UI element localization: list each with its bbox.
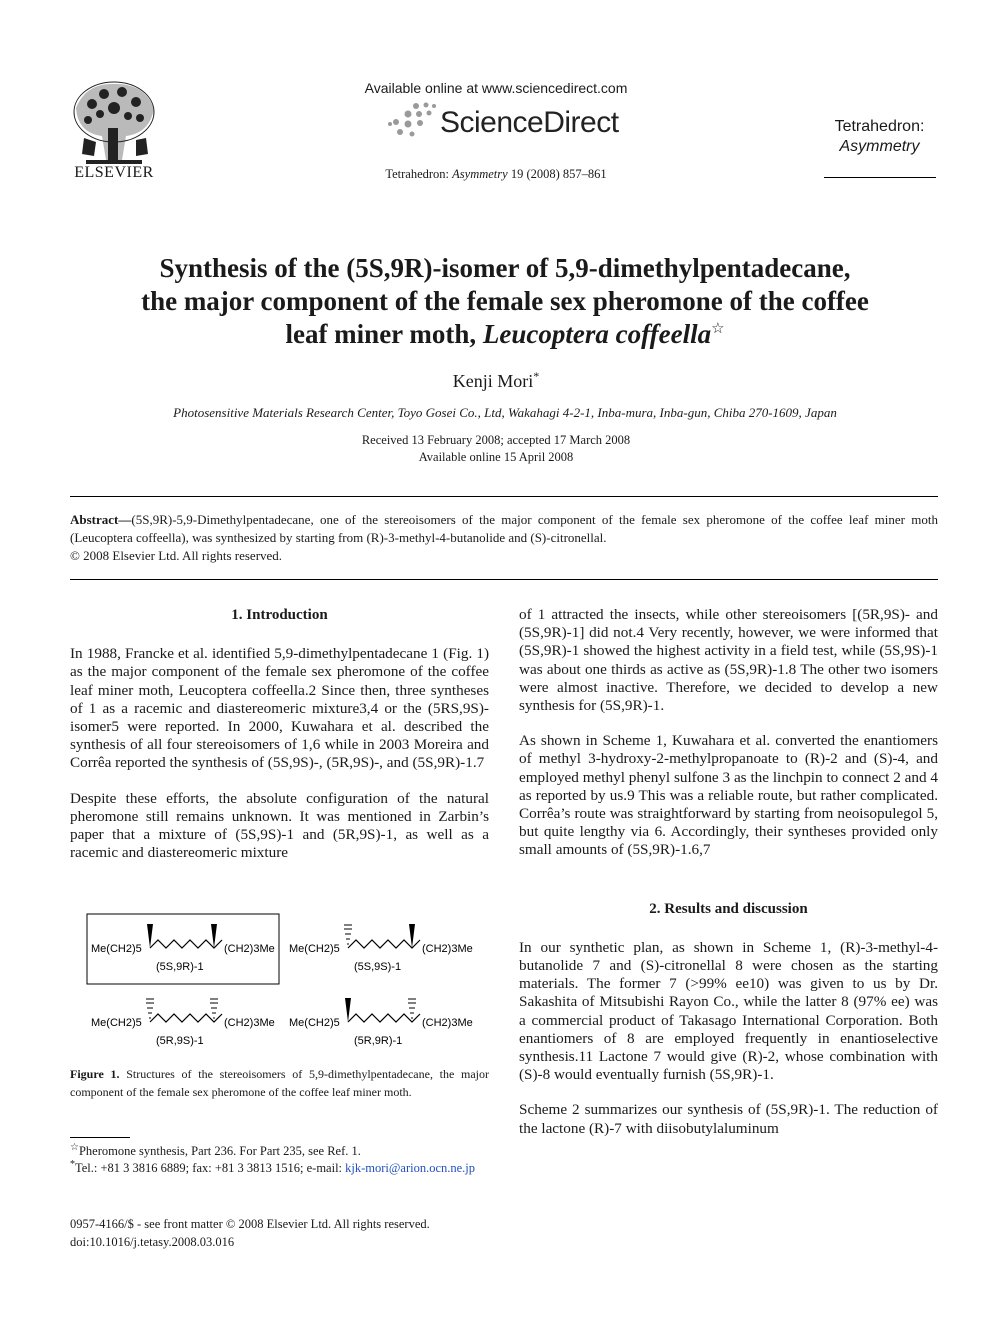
left-group-b: Me(CH2)5 <box>289 943 340 955</box>
wedge-bond <box>147 924 153 948</box>
hashed-bond <box>408 999 416 1018</box>
intro-paragraph-2: Despite these efforts, the absolute configuration of the natural pheromone still remains unknown. It was mentioned in Zarbin’s paper that a mixture of (5S,9S)-1 and (5R,9S)-1, as well as a racemic and diastereomeric mixture <box>70 789 489 862</box>
front-matter: 0957-4166/$ - see front matter © 2008 Elsevier Ltd. All rights reserved. doi:10.1016/j.tetasy.2008.03.016 <box>70 1217 430 1249</box>
hashed-bond <box>210 999 218 1018</box>
wedge-bond <box>211 924 217 948</box>
right-group-d: (CH2)3Me <box>422 1017 473 1029</box>
figure-1-caption: Figure 1. Structures of the stereoisomers of 5,9-dimethylpentadecane, the major component of the female sex pheromone of the coffee leaf miner moth. <box>70 1067 489 1099</box>
wedge-bond <box>409 924 415 948</box>
label-b: (5S,9S)-1 <box>354 961 402 973</box>
results-paragraph-2: Scheme 2 summarizes our synthesis of (5S,9R)-1. The reduction of the lactone (R)-7 with diisobutylaluminum <box>519 1101 938 1137</box>
intro-paragraph-4: As shown in Scheme 1, Kuwahara et al. converted the enantiomers of methyl 3-hydroxy-2-methylpropanoate to (R)-2 and (S)-4, and employed methyl phenyl sulfone 3 as the linchpin to connect 2 and 4 as reported by us.9 This was a reliable route, but rather complicated. Corrêa’s route was straightforward by starting from neoisopulegol 5, but quite lengthy via 6. Accordingly, their syntheses provided only small amounts of (5S,9R)-1.6,7 <box>519 732 938 859</box>
intro-paragraph-3: of 1 attracted the insects, while other stereoisomers [(5R,9S)- and (5S,9R)-1] did not.4 Very recently, however, we were informed that (5S,9R)-1 showed the highest activity in a field test, while (5S,9S)-1 was about one thirds as active as (5S,9R)-1.8 The other two isomers were almost inactive. Therefore, we decided to develop a new synthesis for (5S,9R)-1. <box>519 606 938 715</box>
figure-1 <box>70 910 489 1060</box>
footnote-2: *Tel.: +81 3 3816 6889; fax: +81 3 3813 1516; e-mail: kjk-mori@arion.ocn.ne.jp <box>70 1158 476 1175</box>
right-group-b: (CH2)3Me <box>422 943 473 955</box>
publisher-name: ELSEVIER <box>74 164 154 181</box>
section-heading-introduction: 1. Introduction <box>231 607 328 623</box>
abstract-bottom-rule <box>70 579 938 580</box>
footnote-rule <box>70 1137 130 1138</box>
label-c: (5R,9S)-1 <box>156 1035 204 1047</box>
right-group-c: (CH2)3Me <box>224 1017 275 1029</box>
sciencedirect-dots-icon <box>386 102 438 142</box>
sciencedirect-brand: ScienceDirect <box>440 106 619 139</box>
wedge-bond <box>345 998 351 1022</box>
right-column <box>519 606 938 1155</box>
results-paragraph-1: In our synthetic plan, as shown in Scheme 1, (R)-3-methyl-4-butanolide 7 and (S)-citronellal 8 were chosen as the starting materials. The former 7 (>99% ee10) was given to us by Dr. Sakashita of Mitsubishi Rayon Co., while the latter 8 (97% ee) was a commercial product of Takasago International Corporation. Both enantiomers of 8 are employed frequently in enantioselective synthesis.11 Lactone 7 would give (R)-2, whose combination with (S)-8 would eventually furnish (5S,9R)-1. <box>519 938 938 1084</box>
article-dates: Received 13 February 2008; accepted 17 March 2008 Available online 15 April 2008 <box>361 433 631 464</box>
intro-paragraph-1: In 1988, Francke et al. identified 5,9-dimethylpentadecane 1 (Fig. 1) as the major component of the female sex pheromone of the coffee leaf miner moth, Leucoptera coffeella.2 Since then, three syntheses of 1 as a racemic and diastereomeric mixture3,4 or the (5RS,9S)-isomer5 were reported. In 2000, Kuwahara et al. described the synthesis of all four stereoisomers of 1,6 while in 2003 Moreira and Corrêa reported the synthesis of (5S,9S)-, (5R,9S)-, and (5S,9R)-1.7 <box>70 645 489 772</box>
journal-citation: Tetrahedron: Asymmetry 19 (2008) 857–861 <box>385 167 607 181</box>
footnote-1: ☆Pheromone synthesis, Part 236. For Part 235, see Ref. 1. <box>70 1141 361 1158</box>
label-d: (5R,9R)-1 <box>354 1035 403 1047</box>
affiliation: Photosensitive Materials Research Center, Toyo Gosei Co., Ltd, Wakahagi 4-2-1, Inba-mura, Inba-gun, Chiba 270-1609, Japan <box>173 405 837 420</box>
journal-name-box: Tetrahedron: Asymmetry <box>834 118 925 155</box>
left-group-a: Me(CH2)5 <box>91 943 142 955</box>
figure-1-structures <box>70 910 489 1060</box>
author: Kenji Mori* <box>452 369 540 391</box>
email-link[interactable]: kjk-mori@arion.ocn.ne.jp <box>345 1161 476 1175</box>
available-online: Available online at www.sciencedirect.com <box>364 80 628 96</box>
hashed-bond <box>344 925 352 944</box>
section-heading-results: 2. Results and discussion <box>649 900 808 917</box>
abstract: Abstract—(5S,9R)-5,9-Dimethylpentadecane, one of the stereoisomers of the major component of the female sex pheromone of the coffee leaf miner moth (Leucoptera coffeella), was synthesized by starting from (R)-3-methyl-4-butanolide and (S)-citronellal. © 2008 Elsevier Ltd. All rights reserved. <box>70 512 938 563</box>
hashed-bond <box>146 999 154 1018</box>
left-column <box>70 606 489 879</box>
left-group-d: Me(CH2)5 <box>289 1017 340 1029</box>
label-a: (5S,9R)-1 <box>156 961 204 973</box>
left-group-c: Me(CH2)5 <box>91 1017 142 1029</box>
abstract-top-rule <box>70 496 938 497</box>
journal-rule <box>824 177 936 178</box>
right-group-a: (CH2)3Me <box>224 943 275 955</box>
article-title: Synthesis of the (5S,9R)-isomer of 5,9-dimethylpentadecane, the major component of the female sex pheromone of the coffee leaf miner moth, Leucoptera coffeella☆ <box>141 253 869 349</box>
